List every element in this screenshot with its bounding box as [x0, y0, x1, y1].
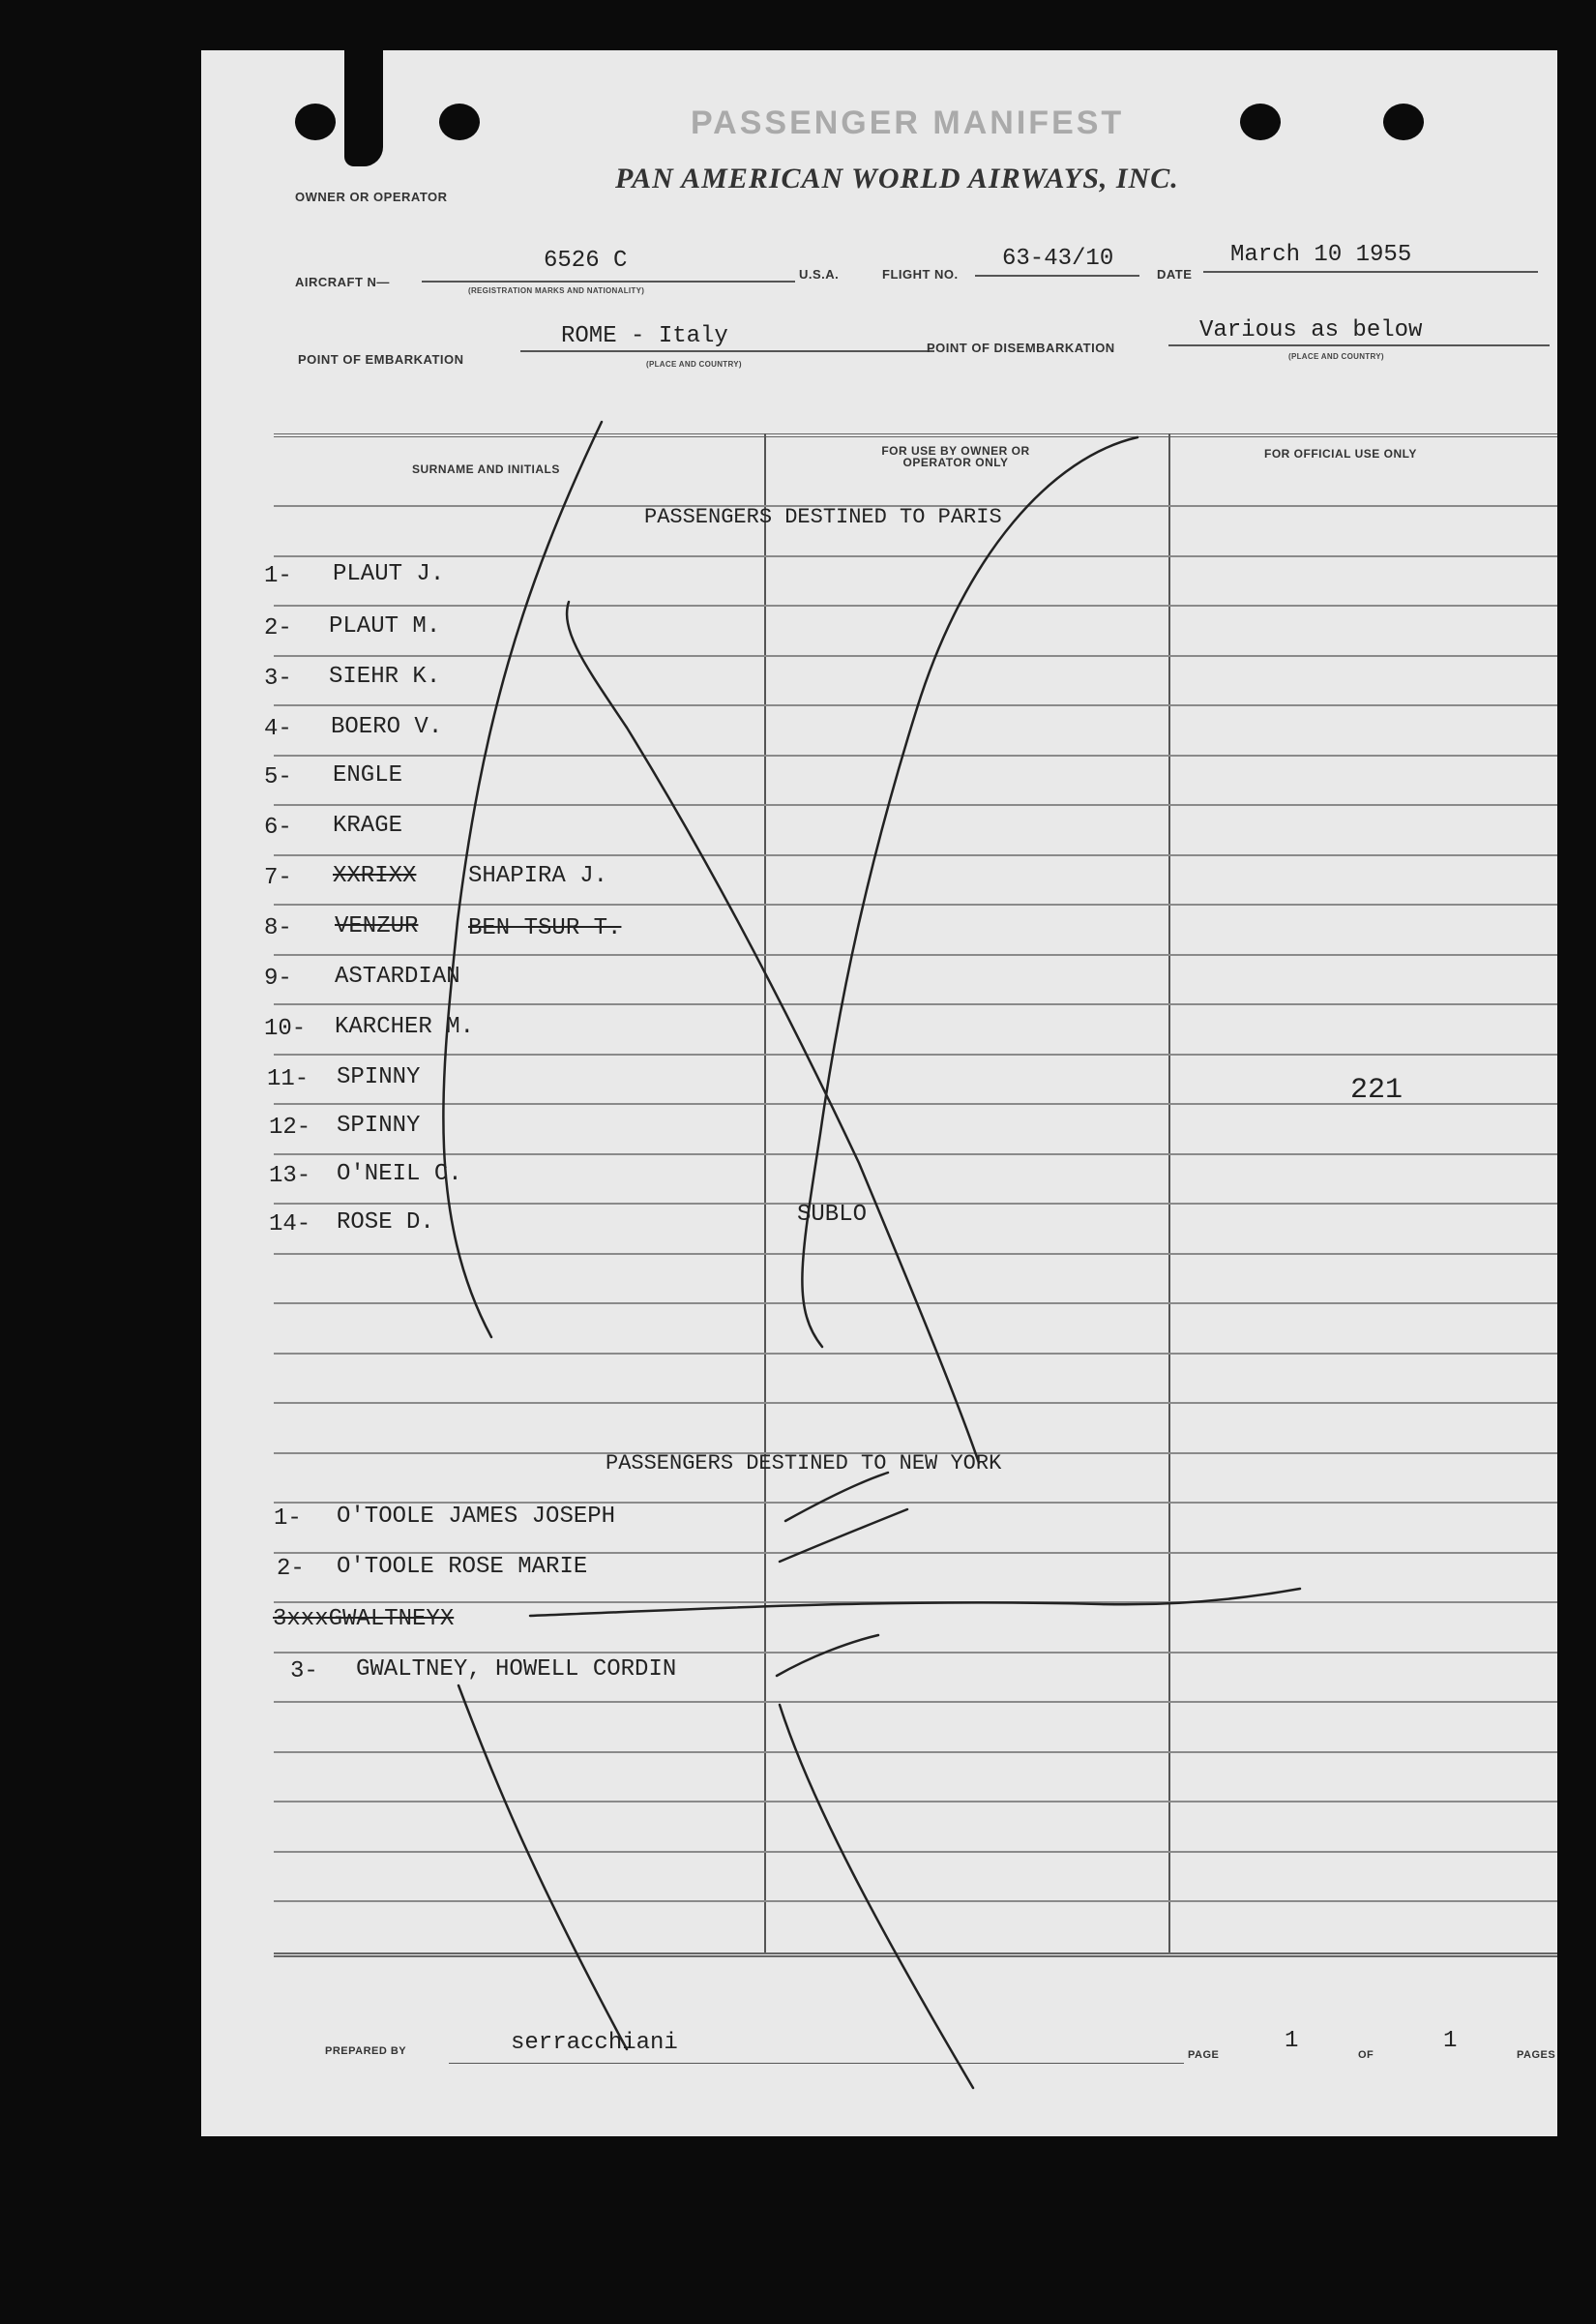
- of-label: OF: [1358, 2049, 1374, 2061]
- handwritten-marks: [201, 50, 1557, 2136]
- passenger-name: ASTARDIAN: [335, 964, 460, 990]
- struck-entry: VENZUR: [335, 913, 419, 939]
- pages-label: PAGES: [1517, 2049, 1556, 2061]
- manifest-page: [201, 50, 1557, 2136]
- aircraft-label: AIRCRAFT N—: [295, 275, 390, 289]
- row-number: 3-: [264, 666, 292, 692]
- column-surname: SURNAME AND INITIALS: [412, 462, 560, 476]
- section-heading-new-york: PASSENGERS DESTINED TO NEW YORK: [606, 1451, 1002, 1475]
- row-number: 3-: [290, 1658, 318, 1684]
- passenger-name: O'TOOLE JAMES JOSEPH: [337, 1504, 616, 1530]
- passenger-name: GWALTNEY, HOWELL CORDIN: [356, 1656, 677, 1683]
- row-number: 4-: [264, 716, 292, 742]
- struck-entry: XXRIXX: [333, 863, 417, 889]
- row-number: 5-: [264, 764, 292, 790]
- row-number: 1-: [274, 1505, 302, 1532]
- official-note: 221: [1350, 1074, 1404, 1107]
- page-label: PAGE: [1188, 2049, 1220, 2061]
- passenger-name: SPINNY: [337, 1064, 421, 1090]
- pen-stroke: [785, 1473, 888, 1521]
- passenger-name: SHAPIRA J.: [468, 863, 608, 889]
- embarkation-value: ROME - Italy: [561, 323, 728, 349]
- date-value: March 10 1955: [1230, 242, 1412, 268]
- row-number: 2-: [277, 1556, 305, 1582]
- row-number: 12-: [269, 1115, 311, 1141]
- pen-stroke: [458, 1685, 627, 2049]
- row-number: 13-: [269, 1163, 311, 1189]
- passenger-name: SPINNY: [337, 1113, 421, 1139]
- row-number: 6-: [264, 815, 292, 841]
- passenger-name: ROSE D.: [337, 1209, 434, 1236]
- pen-stroke: [780, 1509, 907, 1562]
- passenger-name: PLAUT M.: [329, 613, 441, 640]
- passenger-name: PLAUT J.: [333, 561, 445, 587]
- section-heading-paris: PASSENGERS DESTINED TO PARIS: [644, 505, 1002, 529]
- pen-stroke: [567, 602, 979, 1463]
- struck-entry: 3xxxGWALTNEYX: [273, 1606, 455, 1632]
- column-official-use: FOR OFFICIAL USE ONLY: [1264, 447, 1417, 461]
- row-number: 1-: [264, 563, 292, 589]
- flight-label: FLIGHT NO.: [882, 267, 959, 282]
- embarkation-note: (PLACE AND COUNTRY): [646, 360, 742, 369]
- pen-stroke: [443, 422, 602, 1337]
- passenger-name: KARCHER M.: [335, 1014, 475, 1040]
- pen-stroke: [777, 1635, 878, 1676]
- row-number: 8-: [264, 915, 292, 941]
- disembarkation-label: POINT OF DISEMBARKATION: [927, 341, 1115, 355]
- row-number: 2-: [264, 615, 292, 641]
- of-value: 1: [1443, 2028, 1458, 2054]
- page-value: 1: [1285, 2028, 1299, 2054]
- pen-stroke: [530, 1589, 1300, 1616]
- passenger-name: BOERO V.: [331, 714, 443, 740]
- passenger-name: O'NEIL C.: [337, 1161, 462, 1187]
- row-number: 10-: [264, 1016, 307, 1042]
- registration-note: (REGISTRATION MARKS AND NATIONALITY): [468, 286, 645, 295]
- column-owner-use: FOR USE BY OWNER OR OPERATOR ONLY: [881, 444, 1030, 469]
- passenger-name: KRAGE: [333, 813, 403, 839]
- owner-label: OWNER OR OPERATOR: [295, 190, 448, 204]
- company-name: PAN AMERICAN WORLD AIRWAYS, INC.: [615, 163, 1179, 194]
- embarkation-label: POINT OF EMBARKATION: [298, 352, 464, 367]
- passenger-name: ENGLE: [333, 762, 403, 789]
- flight-value: 63-43/10: [1002, 246, 1114, 272]
- row-number: 11-: [267, 1066, 310, 1092]
- passenger-name: SIEHR K.: [329, 664, 441, 690]
- disembarkation-note: (PLACE AND COUNTRY): [1288, 352, 1384, 361]
- aircraft-value: 6526 C: [544, 248, 628, 274]
- passenger-name: O'TOOLE ROSE MARIE: [337, 1554, 588, 1580]
- row-number: 14-: [269, 1211, 311, 1237]
- prepared-value: serracchiani: [511, 2030, 678, 2056]
- row-number: 9-: [264, 966, 292, 992]
- row-number: 7-: [264, 865, 292, 891]
- date-label: DATE: [1157, 267, 1193, 282]
- passenger-name: BEN TSUR T.: [468, 915, 622, 941]
- disembarkation-value: Various as below: [1199, 317, 1423, 343]
- pen-stroke: [802, 437, 1138, 1347]
- owner-note: SUBLO: [797, 1202, 868, 1228]
- prepared-label: PREPARED BY: [325, 2045, 407, 2057]
- usa-label: U.S.A.: [799, 267, 840, 282]
- page-title: PASSENGER MANIFEST: [691, 104, 1125, 141]
- pen-stroke: [780, 1705, 973, 2088]
